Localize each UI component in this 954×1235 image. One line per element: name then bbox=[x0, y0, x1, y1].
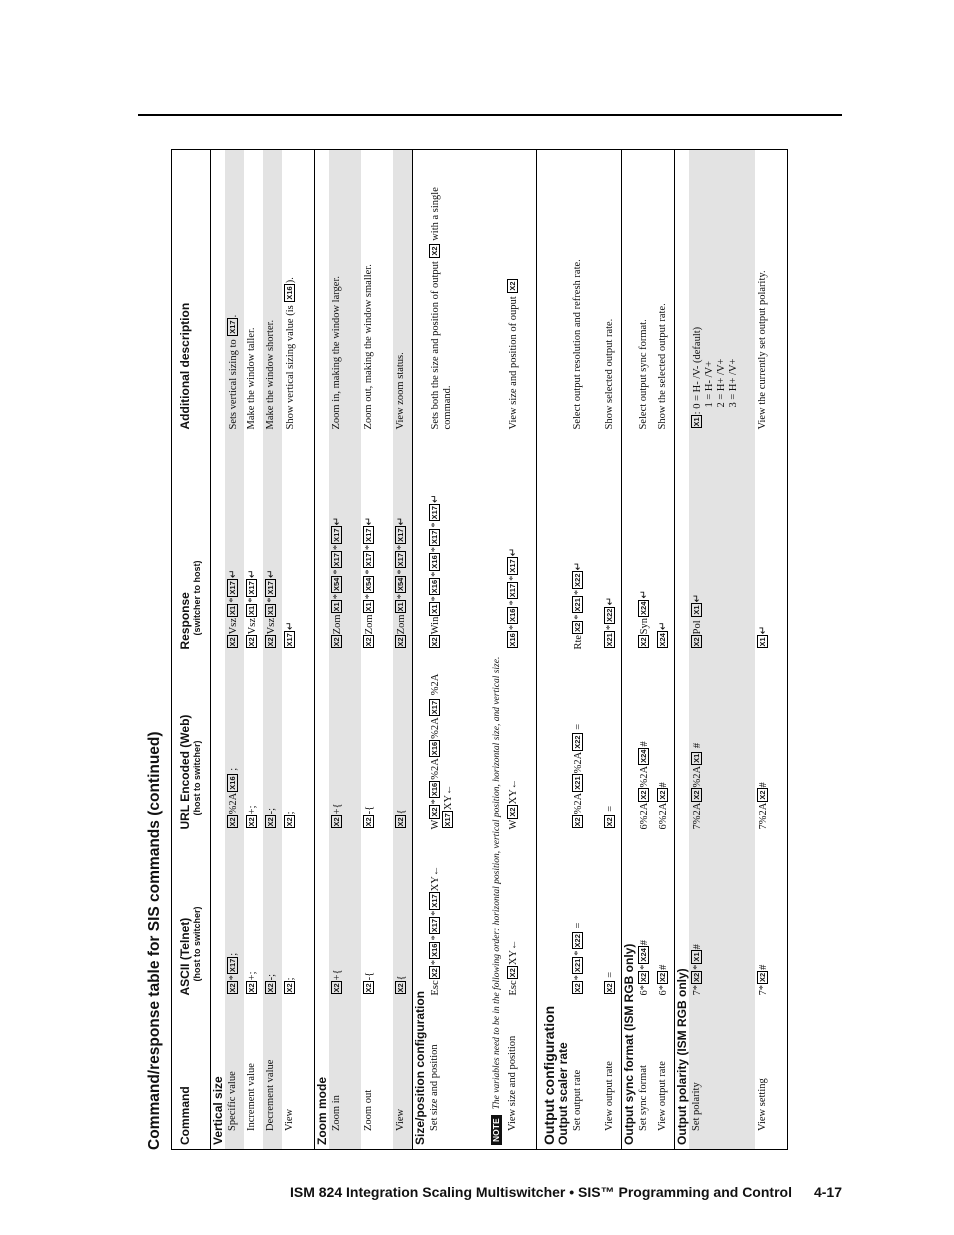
section-zoom-mode: Zoom mode bbox=[314, 150, 329, 1150]
table-row: Zoom out X2-{ X2-{ X2ZomX1*X54*X17*X17↵ Zoom out, making the window smaller. bbox=[362, 264, 375, 1131]
section-output-polarity: Output polarity (ISM RGB only) bbox=[675, 150, 690, 1150]
table-row: Set output rate X2*X21*X22 = X2%2AX21%2AX22 = RteX2*X21*X22↵ Select output resolution and refresh rate. bbox=[572, 259, 584, 1131]
table-row: Increment value X2+; X2+; X2VszX1*X17↵ Make the window taller. bbox=[246, 327, 258, 1131]
page-number: 4-17 bbox=[813, 1184, 842, 1200]
top-rule bbox=[138, 114, 842, 116]
table-row: Decrement value X2-; X2-; X2VszX1*X17↵ Make the window shorter. bbox=[263, 150, 282, 1150]
header-url: URL Encoded (Web) (host to switcher) bbox=[172, 654, 211, 834]
table-row: View setting 7*X2# 7%2AX2# X1↵ View the currently set output polarity. bbox=[757, 270, 769, 1131]
table-row: Set polarity 7*X2*X1# 7%2AX2%2AX1 # X2Pol X1↵ X1: 0 = H- /V- (default) 1 = H- /V+ 2 = H+ /V+ 3 = H+ /V+ bbox=[689, 150, 755, 1150]
table-row: Set sync format 6*X2*X24# 6%2AX2%2AX24# X2SynX24↵ Select output sync format. bbox=[638, 319, 650, 1131]
page-footer bbox=[0, 1184, 842, 1200]
rotated-table-region bbox=[140, 150, 820, 1150]
table-title: Command/response table for SIS commands (continued) bbox=[146, 731, 163, 1150]
table-row: Specific value X2*X17; X2%2AX16 ; X2VszX1*X17↵ Sets vertical sizing to X17. bbox=[225, 150, 244, 1150]
note-row: NOTEThe variables need to be in the following order: horizontal position, vertical position, horizontal size, and vertical size. bbox=[489, 150, 505, 1150]
section-output-config: Output configuration bbox=[537, 150, 557, 1150]
header-response: Response (switcher to host) bbox=[172, 434, 211, 654]
section-size-position: Size/position configuration bbox=[412, 150, 427, 1150]
footer-text: ISM 824 Integration Scaling Multiswitcher • SIS™ Programming and Control bbox=[289, 1184, 792, 1200]
table-row: View size and position EscX2XY← WX2XY← X16*X16*X17*X17↵ View size and position of ouput X2 bbox=[506, 281, 519, 1131]
header-command: Command bbox=[172, 1000, 211, 1150]
note-badge: NOTE bbox=[491, 1115, 502, 1145]
section-output-sync: Output sync format (ISM RGB only) bbox=[622, 150, 637, 1150]
section-vertical-size: Vertical size bbox=[211, 1076, 225, 1145]
header-row bbox=[172, 150, 211, 1150]
section-output-scaler: Output scaler rate bbox=[556, 1042, 570, 1145]
header-ascii: ASCII (Telnet) (host to switcher) bbox=[172, 834, 211, 1000]
header-description: Additional description bbox=[172, 150, 211, 434]
table-row: View X2{ X2{ X2ZomX1*X54*X17*X17↵ View zoom status. bbox=[393, 150, 413, 1150]
sis-command-table bbox=[171, 149, 788, 1150]
table-row: Zoom in X2+{ X2+{ X2ZomX1*X54*X17*X17↵ Zoom in, making the window larger. bbox=[329, 150, 361, 1150]
table-row: View output rate 6*X2# 6%2AX2# X24↵ Show the selected output rate. bbox=[657, 303, 669, 1131]
table-row: View X2; X2; X17↵ Show vertical sizing value (is X16). bbox=[284, 277, 296, 1131]
table-row: View output rate X2 = X2 = X21*X22↵ Show selected output rate. bbox=[604, 318, 616, 1131]
table-row: Set size and position EscX2*X16*X17*X17XY← WX2*X16%2AX16%2AX17 %2AX17XY← X2WinX1*X16*X16*X17*X17↵ Sets both the size and position of output X2 with a single command. bbox=[428, 187, 454, 1131]
